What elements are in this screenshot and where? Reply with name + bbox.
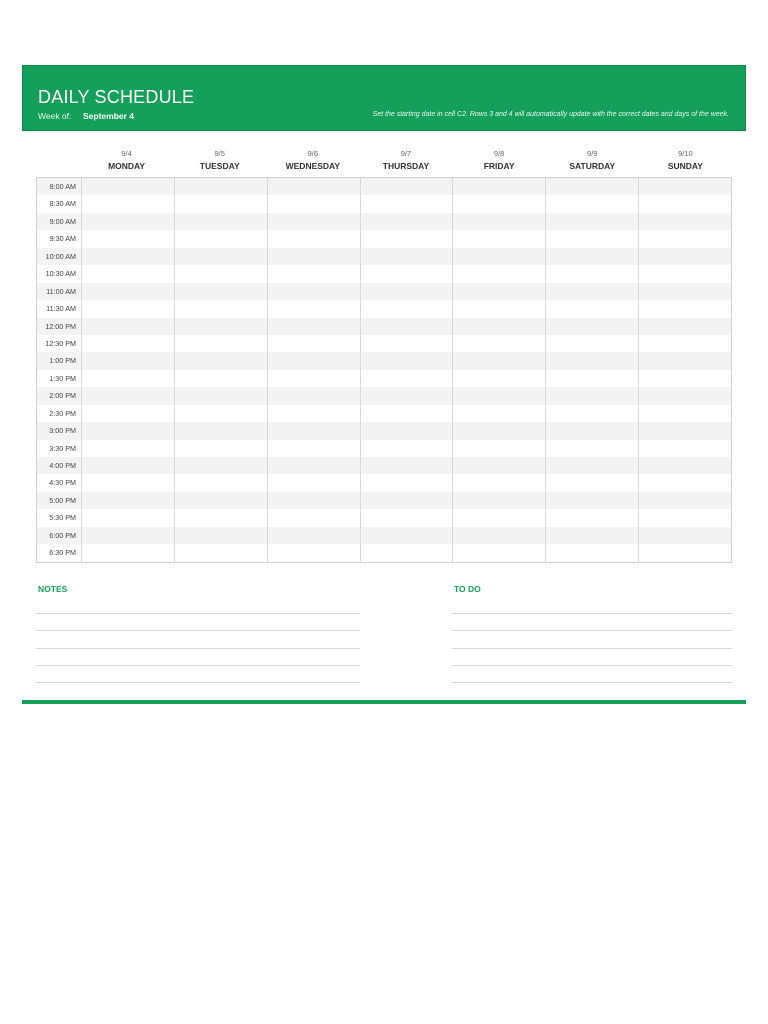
schedule-cell[interactable]: [81, 213, 174, 230]
todo-heading: TO DO: [454, 584, 481, 594]
schedule-cell[interactable]: [267, 283, 360, 300]
schedule-cell[interactable]: [545, 283, 638, 300]
schedule-cell[interactable]: [174, 318, 267, 335]
schedule-cell[interactable]: [81, 335, 174, 352]
schedule-cell[interactable]: [545, 370, 638, 387]
time-label: 1:00 PM: [49, 356, 76, 366]
table-row: [37, 335, 731, 352]
schedule-cell[interactable]: [360, 527, 453, 544]
day-header-friday: [453, 147, 546, 177]
schedule-cell[interactable]: [267, 248, 360, 265]
schedule-cell[interactable]: [360, 248, 453, 265]
time-label: 10:00 AM: [45, 251, 76, 261]
schedule-cell[interactable]: [452, 195, 545, 212]
time-label: 4:30 PM: [49, 478, 76, 488]
schedule-cell[interactable]: [638, 265, 731, 282]
schedule-cell[interactable]: [360, 230, 453, 247]
schedule-cell[interactable]: [267, 527, 360, 544]
schedule-cell[interactable]: [267, 544, 360, 561]
schedule-cell[interactable]: [174, 387, 267, 404]
notes-line[interactable]: [36, 630, 360, 631]
schedule-cell[interactable]: [545, 248, 638, 265]
day-date: 9/6: [307, 149, 319, 158]
time-label: 10:30 AM: [45, 269, 76, 279]
day-name: FRIDAY: [483, 161, 515, 171]
schedule-cell[interactable]: [452, 178, 545, 195]
table-row: [37, 544, 731, 561]
schedule-cell[interactable]: [81, 457, 174, 474]
schedule-cell[interactable]: [545, 178, 638, 195]
schedule-cell[interactable]: [638, 527, 731, 544]
table-row: [37, 352, 731, 369]
time-label: 11:00 AM: [46, 286, 76, 296]
schedule-cell[interactable]: [452, 300, 545, 317]
week-of-value[interactable]: September 4: [83, 111, 135, 121]
todo-line[interactable]: [452, 682, 732, 683]
time-label: 6:30 PM: [49, 548, 76, 558]
schedule-cell[interactable]: [267, 440, 360, 457]
day-date: 9/5: [214, 149, 225, 158]
schedule-cell[interactable]: [638, 335, 731, 352]
schedule-cell[interactable]: [267, 457, 360, 474]
schedule-cell[interactable]: [267, 474, 360, 491]
schedule-cell[interactable]: [638, 300, 731, 317]
schedule-cell[interactable]: [81, 230, 174, 247]
schedule-cell[interactable]: [638, 457, 731, 474]
schedule-cell[interactable]: [174, 335, 267, 352]
schedule-cell[interactable]: [174, 440, 267, 457]
schedule-cell[interactable]: [267, 370, 360, 387]
schedule-cell[interactable]: [638, 230, 731, 247]
day-date: 9/9: [587, 149, 598, 158]
schedule-cell[interactable]: [267, 422, 360, 439]
time-label: 3:00 PM: [49, 426, 76, 436]
table-row: [37, 457, 731, 474]
schedule-cell[interactable]: [174, 370, 267, 387]
schedule-cell[interactable]: [638, 387, 731, 404]
schedule-cell[interactable]: [174, 352, 267, 369]
schedule-cell[interactable]: [545, 457, 638, 474]
schedule-cell[interactable]: [638, 370, 731, 387]
day-header-thursday: [359, 147, 452, 177]
schedule-cell[interactable]: [267, 318, 360, 335]
schedule-cell[interactable]: [638, 248, 731, 265]
day-header-saturday: [546, 147, 639, 177]
footer-bar: [22, 700, 746, 704]
schedule-cell[interactable]: [638, 283, 731, 300]
schedule-cell[interactable]: [81, 265, 174, 282]
schedule-cell[interactable]: [174, 300, 267, 317]
schedule-cell[interactable]: [545, 335, 638, 352]
schedule-cell[interactable]: [452, 265, 545, 282]
day-name: MONDAY: [108, 161, 146, 171]
schedule-cell[interactable]: [545, 213, 638, 230]
table-row: [37, 213, 731, 230]
schedule-cell[interactable]: [452, 213, 545, 230]
time-label: 2:30 PM: [49, 408, 76, 418]
schedule-cell[interactable]: [267, 387, 360, 404]
day-name: SATURDAY: [569, 161, 616, 171]
schedule-cell[interactable]: [545, 405, 638, 422]
schedule-cell[interactable]: [360, 457, 453, 474]
time-label: 12:30 PM: [45, 338, 76, 348]
schedule-cell[interactable]: [81, 440, 174, 457]
schedule-cell[interactable]: [174, 283, 267, 300]
schedule-cell[interactable]: [267, 405, 360, 422]
schedule-cell[interactable]: [81, 387, 174, 404]
schedule-cell[interactable]: [360, 265, 453, 282]
schedule-cell[interactable]: [360, 283, 453, 300]
schedule-cell[interactable]: [267, 230, 360, 247]
schedule-cell[interactable]: [452, 230, 545, 247]
day-name: TUESDAY: [199, 161, 240, 171]
time-label: 11:30 AM: [46, 304, 76, 314]
schedule-cell[interactable]: [360, 544, 453, 561]
notes-line[interactable]: [36, 613, 360, 614]
time-label: 6:00 PM: [49, 530, 76, 540]
day-name: SUNDAY: [667, 161, 703, 171]
schedule-cell[interactable]: [267, 265, 360, 282]
schedule-cell[interactable]: [174, 527, 267, 544]
schedule-cell[interactable]: [545, 230, 638, 247]
schedule-cell[interactable]: [267, 178, 360, 195]
day-name: WEDNESDAY: [285, 161, 341, 171]
time-label: 12:00 PM: [45, 321, 76, 331]
schedule-cell[interactable]: [267, 509, 360, 526]
schedule-cell[interactable]: [360, 300, 453, 317]
schedule-cell[interactable]: [81, 352, 174, 369]
schedule-cell[interactable]: [81, 509, 174, 526]
time-label: 2:00 PM: [49, 391, 76, 401]
schedule-cell[interactable]: [81, 283, 174, 300]
schedule-cell[interactable]: [452, 405, 545, 422]
schedule-cell[interactable]: [545, 440, 638, 457]
table-row: [37, 422, 731, 439]
schedule-cell[interactable]: [174, 265, 267, 282]
table-row: [37, 178, 731, 195]
schedule-cell[interactable]: [267, 352, 360, 369]
schedule-cell[interactable]: [267, 300, 360, 317]
schedule-cell[interactable]: [360, 440, 453, 457]
schedule-cell[interactable]: [545, 387, 638, 404]
schedule-sheet: [22, 65, 746, 705]
day-name: THURSDAY: [382, 161, 430, 171]
schedule-cell[interactable]: [360, 422, 453, 439]
table-row: [37, 474, 731, 491]
schedule-cell[interactable]: [360, 387, 453, 404]
schedule-cell[interactable]: [638, 405, 731, 422]
schedule-cell[interactable]: [545, 265, 638, 282]
schedule-cell[interactable]: [545, 300, 638, 317]
schedule-cell[interactable]: [174, 422, 267, 439]
schedule-cell[interactable]: [452, 370, 545, 387]
schedule-cell[interactable]: [360, 213, 453, 230]
schedule-cell[interactable]: [545, 509, 638, 526]
schedule-cell[interactable]: [452, 352, 545, 369]
schedule-cell[interactable]: [174, 213, 267, 230]
day-headers: [80, 147, 732, 177]
schedule-cell[interactable]: [452, 422, 545, 439]
schedule-cell[interactable]: [545, 352, 638, 369]
schedule-cell[interactable]: [81, 527, 174, 544]
schedule-cell[interactable]: [174, 544, 267, 561]
schedule-cell[interactable]: [174, 474, 267, 491]
schedule-cell[interactable]: [452, 440, 545, 457]
notes-line[interactable]: [36, 665, 360, 666]
time-label: 8:00 AM: [49, 182, 76, 191]
schedule-cell[interactable]: [638, 178, 731, 195]
time-label: 1:30 PM: [49, 373, 76, 383]
schedule-cell[interactable]: [174, 492, 267, 509]
notes-line[interactable]: [36, 648, 360, 649]
table-row: [37, 405, 731, 422]
schedule-cell[interactable]: [174, 405, 267, 422]
schedule-cell[interactable]: [360, 352, 453, 369]
header-banner: [22, 65, 746, 131]
week-of-label: Week of:: [38, 111, 72, 121]
schedule-cell[interactable]: [452, 318, 545, 335]
schedule-cell[interactable]: [452, 248, 545, 265]
schedule-cell[interactable]: [638, 440, 731, 457]
table-row: [37, 318, 731, 335]
schedule-cell[interactable]: [174, 457, 267, 474]
table-row: [37, 527, 731, 544]
schedule-cell[interactable]: [267, 195, 360, 212]
schedule-cell[interactable]: [81, 370, 174, 387]
schedule-cell[interactable]: [545, 492, 638, 509]
schedule-cell[interactable]: [638, 213, 731, 230]
table-row: [37, 387, 731, 404]
table-row: [37, 440, 731, 457]
time-label: 9:30 AM: [49, 234, 76, 244]
schedule-cell[interactable]: [81, 474, 174, 491]
schedule-cell[interactable]: [174, 509, 267, 526]
time-label: 5:00 PM: [49, 495, 76, 505]
schedule-cell[interactable]: [545, 422, 638, 439]
time-label: 5:30 PM: [49, 513, 76, 523]
schedule-cell[interactable]: [545, 544, 638, 561]
schedule-cell[interactable]: [81, 405, 174, 422]
day-header-sunday: [639, 147, 732, 177]
todo-line[interactable]: [452, 665, 732, 666]
schedule-cell[interactable]: [360, 318, 453, 335]
schedule-cell[interactable]: [452, 509, 545, 526]
page-title: DAILY SCHEDULE: [38, 87, 195, 107]
day-date: 9/10: [678, 149, 693, 158]
schedule-cell[interactable]: [360, 405, 453, 422]
schedule-cell[interactable]: [81, 195, 174, 212]
schedule-cell[interactable]: [174, 248, 267, 265]
notes-heading: NOTES: [38, 584, 68, 594]
day-header-monday: [80, 147, 173, 177]
notes-line[interactable]: [36, 682, 360, 683]
schedule-cell[interactable]: [267, 492, 360, 509]
schedule-cell[interactable]: [638, 352, 731, 369]
schedule-cell[interactable]: [452, 492, 545, 509]
schedule-cell[interactable]: [360, 509, 453, 526]
schedule-cell[interactable]: [638, 422, 731, 439]
schedule-cell[interactable]: [81, 318, 174, 335]
schedule-cell[interactable]: [81, 300, 174, 317]
schedule-cell[interactable]: [174, 178, 267, 195]
todo-line[interactable]: [452, 630, 732, 631]
schedule-cell[interactable]: [452, 387, 545, 404]
schedule-cell[interactable]: [545, 195, 638, 212]
schedule-cell[interactable]: [638, 318, 731, 335]
schedule-cell[interactable]: [452, 335, 545, 352]
time-label: 4:00 PM: [49, 461, 76, 470]
day-date: 9/4: [121, 149, 132, 158]
time-label: 8:30 AM: [49, 199, 76, 209]
schedule-cell[interactable]: [360, 474, 453, 491]
instruction-hint: Set the starting date in cell C2. Rows 3 and 4 will automatically update with the correct dates and days of the week.: [372, 111, 729, 118]
schedule-cell[interactable]: [452, 283, 545, 300]
schedule-cell[interactable]: [452, 457, 545, 474]
todo-line[interactable]: [452, 648, 732, 649]
schedule-cell[interactable]: [638, 195, 731, 212]
table-row: [37, 195, 731, 212]
day-date: 9/7: [400, 149, 412, 158]
schedule-cell[interactable]: [174, 230, 267, 247]
schedule-cell[interactable]: [638, 544, 731, 561]
schedule-cell[interactable]: [638, 474, 731, 491]
table-row: [37, 265, 731, 282]
schedule-cell[interactable]: [638, 509, 731, 526]
schedule-cell[interactable]: [81, 422, 174, 439]
schedule-cell[interactable]: [360, 492, 453, 509]
schedule-cell[interactable]: [638, 492, 731, 509]
day-header-tuesday: [173, 147, 266, 177]
schedule-cell[interactable]: [81, 248, 174, 265]
schedule-cell[interactable]: [360, 335, 453, 352]
day-date: 9/8: [493, 149, 505, 158]
schedule-cell[interactable]: [545, 527, 638, 544]
schedule-cell[interactable]: [452, 474, 545, 491]
schedule-cell[interactable]: [545, 474, 638, 491]
table-row: [37, 370, 731, 387]
table-row: [37, 492, 731, 509]
schedule-cell[interactable]: [174, 195, 267, 212]
table-row: [37, 283, 731, 300]
schedule-cell[interactable]: [81, 544, 174, 561]
time-label: 3:30 PM: [49, 443, 76, 453]
todo-line[interactable]: [452, 613, 732, 614]
schedule-grid: [36, 177, 732, 563]
schedule-cell[interactable]: [452, 544, 545, 561]
table-row: [37, 230, 731, 247]
schedule-cell[interactable]: [81, 492, 174, 509]
schedule-cell[interactable]: [452, 527, 545, 544]
table-row: [37, 248, 731, 265]
table-row: [37, 300, 731, 317]
schedule-cell[interactable]: [360, 178, 453, 195]
day-header-wednesday: [266, 147, 359, 177]
schedule-cell[interactable]: [545, 318, 638, 335]
schedule-cell[interactable]: [360, 195, 453, 212]
schedule-cell[interactable]: [267, 213, 360, 230]
schedule-cell[interactable]: [360, 370, 453, 387]
table-row: [37, 509, 731, 526]
schedule-cell[interactable]: [81, 178, 174, 195]
time-label: 9:00 AM: [49, 216, 76, 226]
schedule-cell[interactable]: [267, 335, 360, 352]
